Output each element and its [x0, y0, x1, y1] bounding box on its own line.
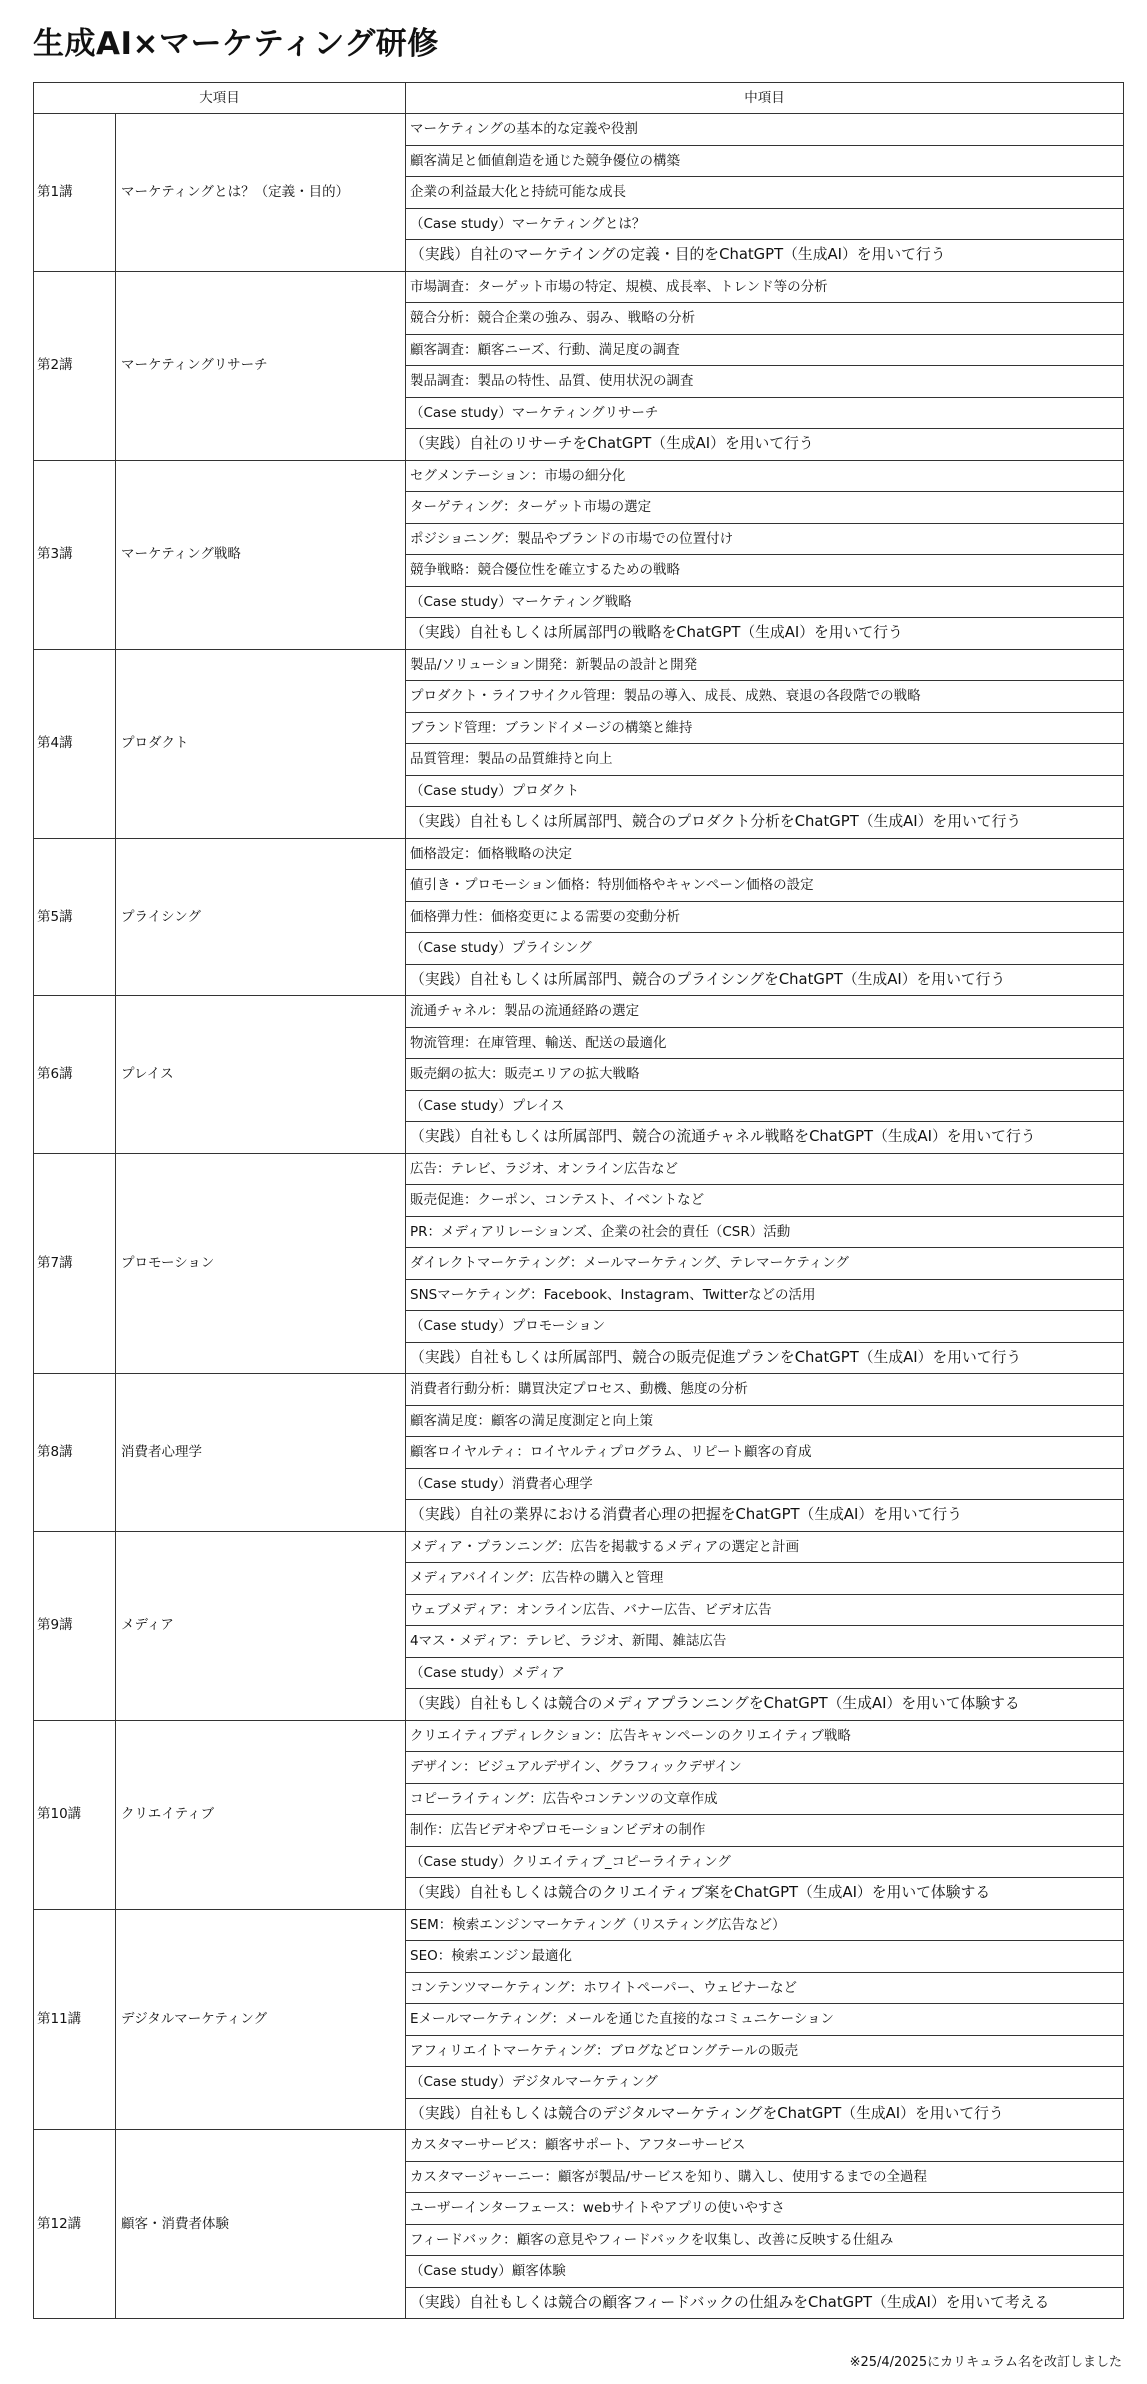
major-category-cell: デジタルマーケティング	[116, 1909, 406, 2130]
middle-category-cell: （Case study）マーケティングリサーチ	[406, 397, 1124, 429]
middle-category-cell: 顧客調査：顧客ニーズ、行動、満足度の調査	[406, 334, 1124, 366]
middle-category-cell: （Case study）プロモーション	[406, 1311, 1124, 1343]
curriculum-table	[33, 82, 1124, 2319]
middle-category-cell: PR：メディアリレーションズ、企業の社会的責任（CSR）活動	[406, 1216, 1124, 1248]
middle-category-cell: カスタマーサービス：顧客サポート、アフターサービス	[406, 2130, 1124, 2162]
middle-category-cell: （実践）自社もしくは所属部門、競合のプライシングをChatGPT（生成AI）を用いて行う	[406, 964, 1124, 996]
table-row	[34, 1374, 1124, 1406]
middle-category-cell: 流通チャネル：製品の流通経路の選定	[406, 996, 1124, 1028]
middle-category-cell: 顧客満足度：顧客の満足度測定と向上策	[406, 1405, 1124, 1437]
middle-category-cell: メディアバイイング：広告枠の購入と管理	[406, 1563, 1124, 1595]
middle-category-cell: アフィリエイトマーケティング：ブログなどロングテールの販売	[406, 2035, 1124, 2067]
middle-category-cell: 4マス・メディア：テレビ、ラジオ、新聞、雑誌広告	[406, 1626, 1124, 1658]
revision-footnote: ※25/4/2025にカリキュラム名を改訂しました	[849, 2355, 1122, 2370]
middle-category-cell: デザイン：ビジュアルデザイン、グラフィックデザイン	[406, 1752, 1124, 1784]
lecture-number: 第5講	[34, 838, 116, 996]
middle-category-cell: （Case study）プレイス	[406, 1090, 1124, 1122]
middle-category-cell: （Case study）消費者心理学	[406, 1468, 1124, 1500]
table-row	[34, 460, 1124, 492]
middle-category-cell: （実践）自社もしくは所属部門、競合の販売促進プランをChatGPT（生成AI）を用いて行う	[406, 1342, 1124, 1374]
major-category-cell: マーケティングリサーチ	[116, 271, 406, 460]
middle-category-cell: ウェブメディア：オンライン広告、バナー広告、ビデオ広告	[406, 1594, 1124, 1626]
middle-category-cell: SEO：検索エンジン最適化	[406, 1941, 1124, 1973]
lecture-number: 第10講	[34, 1720, 116, 1909]
lecture-number: 第1講	[34, 114, 116, 272]
middle-category-cell: （実践）自社もしくは競合のクリエイティブ案をChatGPT（生成AI）を用いて体験する	[406, 1878, 1124, 1910]
table-header-row	[34, 83, 1124, 114]
middle-category-cell: （Case study）デジタルマーケティング	[406, 2067, 1124, 2099]
middle-category-cell: ポジショニング：製品やブランドの市場での位置付け	[406, 523, 1124, 555]
middle-category-cell: 競争戦略：競合優位性を確立するための戦略	[406, 555, 1124, 587]
middle-category-cell: （Case study）プロダクト	[406, 775, 1124, 807]
major-category-cell: 顧客・消費者体験	[116, 2130, 406, 2319]
middle-category-cell: （実践）自社もしくは所属部門の戦略をChatGPT（生成AI）を用いて行う	[406, 618, 1124, 650]
major-category-cell: プレイス	[116, 996, 406, 1154]
major-category-cell: プライシング	[116, 838, 406, 996]
table-row	[34, 1531, 1124, 1563]
middle-category-cell: セグメンテーション：市場の細分化	[406, 460, 1124, 492]
middle-category-cell: （実践）自社もしくは競合の顧客フィードバックの仕組みをChatGPT（生成AI）を用いて考える	[406, 2287, 1124, 2319]
middle-category-cell: ブランド管理：ブランドイメージの構築と維持	[406, 712, 1124, 744]
major-category-cell: クリエイティブ	[116, 1720, 406, 1909]
middle-category-cell: カスタマージャーニー：顧客が製品/サービスを知り、購入し、使用するまでの全過程	[406, 2161, 1124, 2193]
middle-category-cell: （Case study）顧客体験	[406, 2256, 1124, 2288]
lecture-number: 第9講	[34, 1531, 116, 1720]
middle-category-cell: コンテンツマーケティング：ホワイトペーパー、ウェビナーなど	[406, 1972, 1124, 2004]
middle-category-cell: （実践）自社もしくは所属部門、競合の流通チャネル戦略をChatGPT（生成AI）を用いて行う	[406, 1122, 1124, 1154]
header-major-category: 大項目	[34, 83, 406, 114]
middle-category-cell: ユーザーインターフェース：webサイトやアプリの使いやすさ	[406, 2193, 1124, 2225]
major-category-cell: プロダクト	[116, 649, 406, 838]
middle-category-cell: 顧客満足と価値創造を通じた競争優位の構築	[406, 145, 1124, 177]
middle-category-cell: 製品調査：製品の特性、品質、使用状況の調査	[406, 366, 1124, 398]
middle-category-cell: 企業の利益最大化と持続可能な成長	[406, 177, 1124, 209]
middle-category-cell: 販売網の拡大：販売エリアの拡大戦略	[406, 1059, 1124, 1091]
middle-category-cell: 市場調査：ターゲット市場の特定、規模、成長率、トレンド等の分析	[406, 271, 1124, 303]
middle-category-cell: 価格弾力性：価格変更による需要の変動分析	[406, 901, 1124, 933]
middle-category-cell: （実践）自社もしくは競合のメディアプランニングをChatGPT（生成AI）を用いて体験する	[406, 1689, 1124, 1721]
header-middle-category: 中項目	[406, 83, 1124, 114]
table-row	[34, 2130, 1124, 2162]
middle-category-cell: 広告：テレビ、ラジオ、オンライン広告など	[406, 1153, 1124, 1185]
middle-category-cell: 物流管理：在庫管理、輸送、配送の最適化	[406, 1027, 1124, 1059]
lecture-number: 第12講	[34, 2130, 116, 2319]
middle-category-cell: （Case study）マーケティング戦略	[406, 586, 1124, 618]
table-row	[34, 996, 1124, 1028]
middle-category-cell: 値引き・プロモーション価格：特別価格やキャンペーン価格の設定	[406, 870, 1124, 902]
middle-category-cell: ターゲティング：ターゲット市場の選定	[406, 492, 1124, 524]
major-category-cell: プロモーション	[116, 1153, 406, 1374]
table-row	[34, 271, 1124, 303]
major-category-cell: マーケティングとは？（定義・目的）	[116, 114, 406, 272]
lecture-number: 第3講	[34, 460, 116, 649]
middle-category-cell: （実践）自社のリサーチをChatGPT（生成AI）を用いて行う	[406, 429, 1124, 461]
middle-category-cell: 価格設定：価格戦略の決定	[406, 838, 1124, 870]
lecture-number: 第6講	[34, 996, 116, 1154]
lecture-number: 第8講	[34, 1374, 116, 1532]
table-row	[34, 1720, 1124, 1752]
table-row	[34, 114, 1124, 146]
middle-category-cell: （実践）自社のマーケテイングの定義・目的をChatGPT（生成AI）を用いて行う	[406, 240, 1124, 272]
page-title: 生成AI×マーケティング研修	[33, 26, 439, 62]
curriculum-body	[34, 114, 1124, 2319]
middle-category-cell: ダイレクトマーケティング：メールマーケティング、テレマーケティング	[406, 1248, 1124, 1280]
lecture-number: 第4講	[34, 649, 116, 838]
middle-category-cell: 競合分析：競合企業の強み、弱み、戦略の分析	[406, 303, 1124, 335]
middle-category-cell: フィードバック：顧客の意見やフィードバックを収集し、改善に反映する仕組み	[406, 2224, 1124, 2256]
table-row	[34, 1153, 1124, 1185]
major-category-cell: メディア	[116, 1531, 406, 1720]
middle-category-cell: メディア・プランニング：広告を掲載するメディアの選定と計画	[406, 1531, 1124, 1563]
middle-category-cell: （Case study）クリエイティブ_コピーライティング	[406, 1846, 1124, 1878]
middle-category-cell: プロダクト・ライフサイクル管理：製品の導入、成長、成熟、衰退の各段階での戦略	[406, 681, 1124, 713]
middle-category-cell: SNSマーケティング：Facebook、Instagram、Twitterなどの活用	[406, 1279, 1124, 1311]
table-row	[34, 649, 1124, 681]
middle-category-cell: 消費者行動分析：購買決定プロセス、動機、態度の分析	[406, 1374, 1124, 1406]
lecture-number: 第7講	[34, 1153, 116, 1374]
middle-category-cell: Eメールマーケティング：メールを通じた直接的なコミュニケーション	[406, 2004, 1124, 2036]
middle-category-cell: 販売促進：クーポン、コンテスト、イベントなど	[406, 1185, 1124, 1217]
table-row	[34, 1909, 1124, 1941]
middle-category-cell: 制作：広告ビデオやプロモーションビデオの制作	[406, 1815, 1124, 1847]
middle-category-cell: 品質管理：製品の品質維持と向上	[406, 744, 1124, 776]
lecture-number: 第2講	[34, 271, 116, 460]
major-category-cell: 消費者心理学	[116, 1374, 406, 1532]
middle-category-cell: クリエイティブディレクション：広告キャンペーンのクリエイティブ戦略	[406, 1720, 1124, 1752]
middle-category-cell: （Case study）メディア	[406, 1657, 1124, 1689]
middle-category-cell: （実践）自社もしくは所属部門、競合のプロダクト分析をChatGPT（生成AI）を用いて行う	[406, 807, 1124, 839]
lecture-number: 第11講	[34, 1909, 116, 2130]
major-category-cell: マーケティング戦略	[116, 460, 406, 649]
middle-category-cell: （Case study）マーケティングとは？	[406, 208, 1124, 240]
middle-category-cell: SEM：検索エンジンマーケティング（リスティング広告など）	[406, 1909, 1124, 1941]
middle-category-cell: マーケティングの基本的な定義や役割	[406, 114, 1124, 146]
middle-category-cell: （実践）自社もしくは競合のデジタルマーケティングをChatGPT（生成AI）を用いて行う	[406, 2098, 1124, 2130]
middle-category-cell: （実践）自社の業界における消費者心理の把握をChatGPT（生成AI）を用いて行う	[406, 1500, 1124, 1532]
middle-category-cell: 顧客ロイヤルティ：ロイヤルティプログラム、リピート顧客の育成	[406, 1437, 1124, 1469]
middle-category-cell: 製品/ソリューション開発：新製品の設計と開発	[406, 649, 1124, 681]
middle-category-cell: （Case study）プライシング	[406, 933, 1124, 965]
middle-category-cell: コピーライティング：広告やコンテンツの文章作成	[406, 1783, 1124, 1815]
table-row	[34, 838, 1124, 870]
